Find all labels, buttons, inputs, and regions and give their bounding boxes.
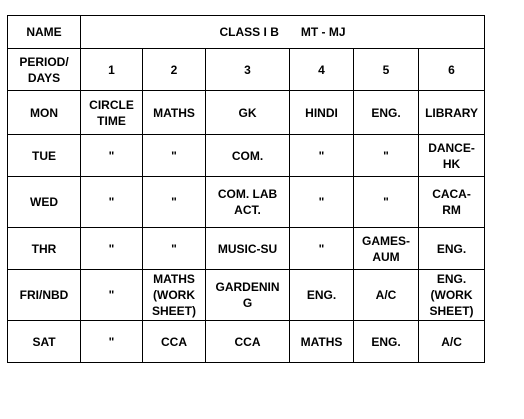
schedule-cell: " bbox=[81, 177, 143, 228]
period-number: 3 bbox=[206, 49, 290, 91]
schedule-cell: ENG. (WORK SHEET) bbox=[419, 270, 485, 321]
schedule-cell: " bbox=[81, 321, 143, 363]
schedule-cell: MATHS bbox=[143, 91, 206, 135]
schedule-cell: COM. LAB ACT. bbox=[206, 177, 290, 228]
schedule-cell: " bbox=[354, 177, 419, 228]
schedule-cell: COM. bbox=[206, 135, 290, 177]
schedule-cell: CACA- RM bbox=[419, 177, 485, 228]
class-label: CLASS I B bbox=[219, 25, 279, 39]
schedule-cell: " bbox=[290, 177, 354, 228]
schedule-cell: MUSIC-SU bbox=[206, 228, 290, 270]
day-label: FRI/NBD bbox=[8, 270, 81, 321]
schedule-cell: DANCE- HK bbox=[419, 135, 485, 177]
period-number: 1 bbox=[81, 49, 143, 91]
schedule-cell: GAMES- AUM bbox=[354, 228, 419, 270]
schedule-cell: " bbox=[81, 270, 143, 321]
schedule-cell: LIBRARY bbox=[419, 91, 485, 135]
schedule-cell: ENG. bbox=[354, 91, 419, 135]
schedule-cell: A/C bbox=[419, 321, 485, 363]
day-row-wed bbox=[8, 177, 485, 228]
day-label: WED bbox=[8, 177, 81, 228]
schedule-cell: " bbox=[290, 135, 354, 177]
period-number: 6 bbox=[419, 49, 485, 91]
teacher-label: MT - MJ bbox=[300, 25, 346, 39]
period-row bbox=[8, 49, 485, 91]
schedule-cell: GARDENIN G bbox=[206, 270, 290, 321]
period-days-label: PERIOD/ DAYS bbox=[8, 49, 81, 91]
day-label: TUE bbox=[8, 135, 81, 177]
schedule-cell: " bbox=[354, 135, 419, 177]
day-row-sat bbox=[8, 321, 485, 363]
schedule-cell: ENG. bbox=[419, 228, 485, 270]
schedule-cell: " bbox=[290, 228, 354, 270]
period-number: 4 bbox=[290, 49, 354, 91]
period-number: 5 bbox=[354, 49, 419, 91]
day-label: THR bbox=[8, 228, 81, 270]
schedule-cell: " bbox=[81, 228, 143, 270]
schedule-cell: GK bbox=[206, 91, 290, 135]
schedule-cell: ENG. bbox=[354, 321, 419, 363]
schedule-cell: A/C bbox=[354, 270, 419, 321]
schedule-cell: CCA bbox=[206, 321, 290, 363]
name-label: NAME bbox=[8, 16, 81, 49]
day-label: MON bbox=[8, 91, 81, 135]
class-title bbox=[81, 16, 485, 49]
header-row bbox=[8, 16, 485, 49]
schedule-cell: CCA bbox=[143, 321, 206, 363]
day-label: SAT bbox=[8, 321, 81, 363]
schedule-cell: MATHS bbox=[290, 321, 354, 363]
day-row-tue bbox=[8, 135, 485, 177]
schedule-cell: CIRCLE TIME bbox=[81, 91, 143, 135]
schedule-cell: HINDI bbox=[290, 91, 354, 135]
day-row-mon bbox=[8, 91, 485, 135]
period-number: 2 bbox=[143, 49, 206, 91]
schedule-cell: ENG. bbox=[290, 270, 354, 321]
schedule-cell: MATHS (WORK SHEET) bbox=[143, 270, 206, 321]
schedule-cell: " bbox=[143, 135, 206, 177]
schedule-cell: " bbox=[81, 135, 143, 177]
schedule-cell: " bbox=[143, 228, 206, 270]
schedule-cell: " bbox=[143, 177, 206, 228]
day-row-fri bbox=[8, 270, 485, 321]
timetable bbox=[7, 15, 485, 363]
day-row-thr bbox=[8, 228, 485, 270]
